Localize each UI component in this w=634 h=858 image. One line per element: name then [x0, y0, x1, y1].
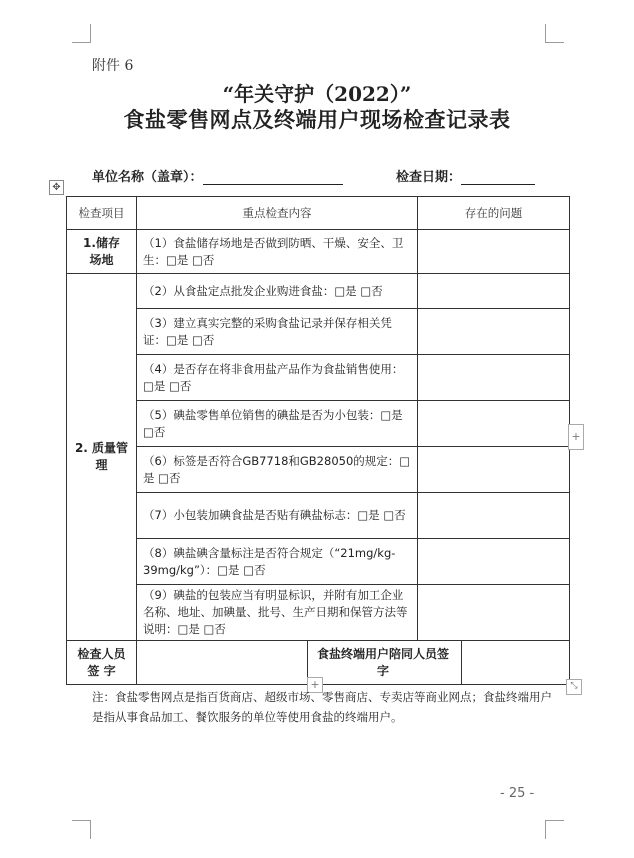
page-number: - 25 - [500, 786, 535, 801]
doc-title-line1: “年关守护（2022）” [222, 82, 412, 106]
row-insert-handle-icon[interactable]: + [568, 424, 584, 450]
check-item-7: （7）小包装加碘食盐是否贴有碘盐标志：□是 □否 [137, 493, 418, 539]
check-item-1: （1）食盐储存场地是否做到防晒、干燥、安全、卫生：□是 □否 [137, 230, 418, 274]
issue-cell-5[interactable] [418, 401, 570, 447]
header-key-content: 重点检查内容 [137, 197, 418, 230]
issue-cell-3[interactable] [418, 309, 570, 355]
crop-mark-bottom-left [72, 820, 91, 839]
crop-mark-top-left [72, 24, 91, 43]
issue-cell-1[interactable] [418, 230, 570, 274]
table-row [67, 401, 570, 447]
inspection-date-label: 检查日期： [396, 170, 462, 185]
check-item-5: （5）碘盐零售单位销售的碘盐是否为小包装：□是 □否 [137, 401, 418, 447]
unit-name-row [92, 166, 343, 185]
accompany-signature-field[interactable] [461, 641, 570, 684]
inspector-signature-label: 检查人员签 字 [67, 641, 137, 685]
category-quality: 2. 质量管理 [67, 274, 137, 641]
inspection-date-row [396, 166, 535, 185]
doc-title-line2: 食盐零售网点及终端用户现场检查记录表 [123, 107, 511, 132]
issue-cell-8[interactable] [418, 539, 570, 585]
table-resize-handle-icon[interactable]: ⤡ [566, 679, 582, 695]
check-item-2: （2）从食盐定点批发企业购进食盐：□是 □否 [137, 274, 418, 309]
unit-name-label: 单位名称（盖章）： [92, 170, 203, 185]
category-storage: 1.储存场地 [67, 230, 137, 274]
inspection-date-field[interactable] [461, 169, 535, 185]
issue-cell-9[interactable] [418, 585, 570, 641]
check-item-3: （3）建立真实完整的采购食盐记录并保存相关凭证：□是 □否 [137, 309, 418, 355]
issue-cell-2[interactable] [418, 274, 570, 309]
table-row [67, 539, 570, 585]
crop-mark-bottom-right [545, 820, 564, 839]
table-row [67, 493, 570, 539]
inspection-table [66, 196, 570, 685]
crop-mark-top-right [545, 24, 564, 43]
accompany-signature-label: 食盐终端用户陪同人员签 字 [317, 646, 450, 678]
issue-cell-4[interactable] [418, 355, 570, 401]
table-row [67, 309, 570, 355]
check-item-8: （8）碘盐碘含量标注是否符合规定（“21mg/kg-39mg/kg”）：□是 □否 [137, 539, 418, 585]
unit-name-field[interactable] [203, 169, 343, 185]
header-inspection-item: 检查项目 [67, 197, 137, 230]
footnote: 注：食盐零售网点是指百货商店、超级市场、零售商店、专卖店等商业网点；食盐终端用户是指从事食品加工、餐饮服务的单位等使用食盐的终端用户。 [92, 690, 552, 724]
issue-cell-7[interactable] [418, 493, 570, 539]
attachment-label: 附件 6 [92, 58, 134, 74]
table-row [67, 355, 570, 401]
table-row [67, 274, 570, 309]
check-item-6: （6）标签是否符合GB7718和GB28050的规定：□是 □否 [137, 447, 418, 493]
check-item-9: （9）碘盐的包装应当有明显标识，并附有加工企业名称、地址、加碘量、批号、生产日期和保管方法等说明：□是 □否 [137, 585, 418, 641]
table-row [67, 447, 570, 493]
table-header-row [67, 197, 570, 230]
inspector-signature-field[interactable] [137, 641, 308, 685]
accompany-signature-cell [308, 641, 570, 685]
table-row [67, 585, 570, 641]
issue-cell-6[interactable] [418, 447, 570, 493]
table-move-handle-icon[interactable]: ✥ [49, 180, 64, 195]
check-item-4: （4）是否存在将非食用盐产品作为食盐销售使用：□是 □否 [137, 355, 418, 401]
header-issues: 存在的问题 [418, 197, 570, 230]
table-row [67, 230, 570, 274]
column-insert-handle-icon[interactable]: + [307, 677, 323, 693]
